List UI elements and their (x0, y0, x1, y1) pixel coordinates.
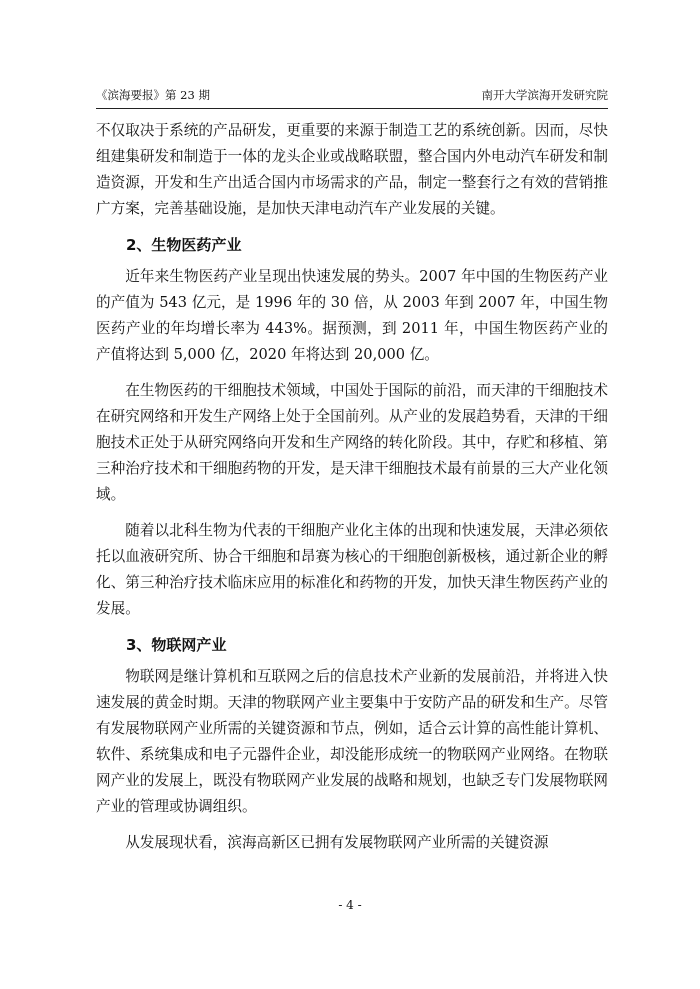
section-heading-biomedicine: 2、生物医药产业 (126, 236, 242, 254)
running-header (96, 78, 608, 109)
section-heading-iot: 3、物联网产业 (126, 636, 227, 654)
journal-issue: 《滨海要报》第 23 期 (96, 88, 210, 102)
paragraph-ev-conclusion: 不仅取决于系统的产品研发，更重要的来源于制造工艺的系统创新。因而，尽快组建集研发和制造于一体的龙头企业或战略联盟，整合国内外电动汽车研发和制造资源，开发和生产出适合国内市场需求的产品，制定一整套行之有效的营销推广方案，完善基础设施，是加快天津电动汽车产业发展的关键。 (96, 122, 608, 217)
paragraph-iot-overview: 物联网是继计算机和互联网之后的信息技术产业新的发展前沿，并将进入快速发展的黄金时期。天津的物联网产业主要集中于安防产品的研发和生产。尽管有发展物联网产业所需的关键资源和节点，例如，适合云计算的高性能计算机、软件、系统集成和电子元器件企业，却没能形成统一的物联网产业网络。在物联网产业的发展上，既没有物联网产业发展的战略和规划，也缺乏专门发展物联网产业的管理或协调组织。 (96, 668, 608, 815)
institution-name: 南开大学滨海开发研究院 (481, 88, 608, 102)
page-number: - 4 - (338, 898, 362, 912)
paragraph-stem-cell-industry: 随着以北科生物为代表的干细胞产业化主体的出现和快速发展，天津必须依托以血液研究所、协合干细胞和昂赛为核心的干细胞创新极核，通过新企业的孵化、第三种治疗技术临床应用的标准化和药物的开发，加快天津生物医药产业的发展。 (96, 522, 608, 617)
paragraph-biomedicine-growth: 近年来生物医药产业呈现出快速发展的势头。2007 年中国的生物医药产业的产值为 543 亿元，是 1996 年的 30 倍，从 2003 年到 2007 年，中国生物医药产业的年均增长率为 443%。据预测，到 2011 年，中国生物医药产业的产值将达到 5,000 亿，2020 年将达到 20,000 亿。 (96, 268, 608, 363)
paragraph-stem-cell-tech: 在生物医药的干细胞技术领域，中国处于国际的前沿，而天津的干细胞技术在研究网络和开发生产网络上处于全国前列。从产业的发展趋势看，天津的干细胞技术正处于从研究网络向开发和生产网络的转化阶段。其中，存贮和移植、第三种治疗技术和干细胞药物的开发，是天津干细胞技术最有前景的三大产业化领域。 (96, 382, 608, 503)
page-body (96, 118, 608, 866)
paragraph-iot-status: 从发展现状看，滨海高新区已拥有发展物联网产业所需的关键资源 (125, 834, 549, 851)
